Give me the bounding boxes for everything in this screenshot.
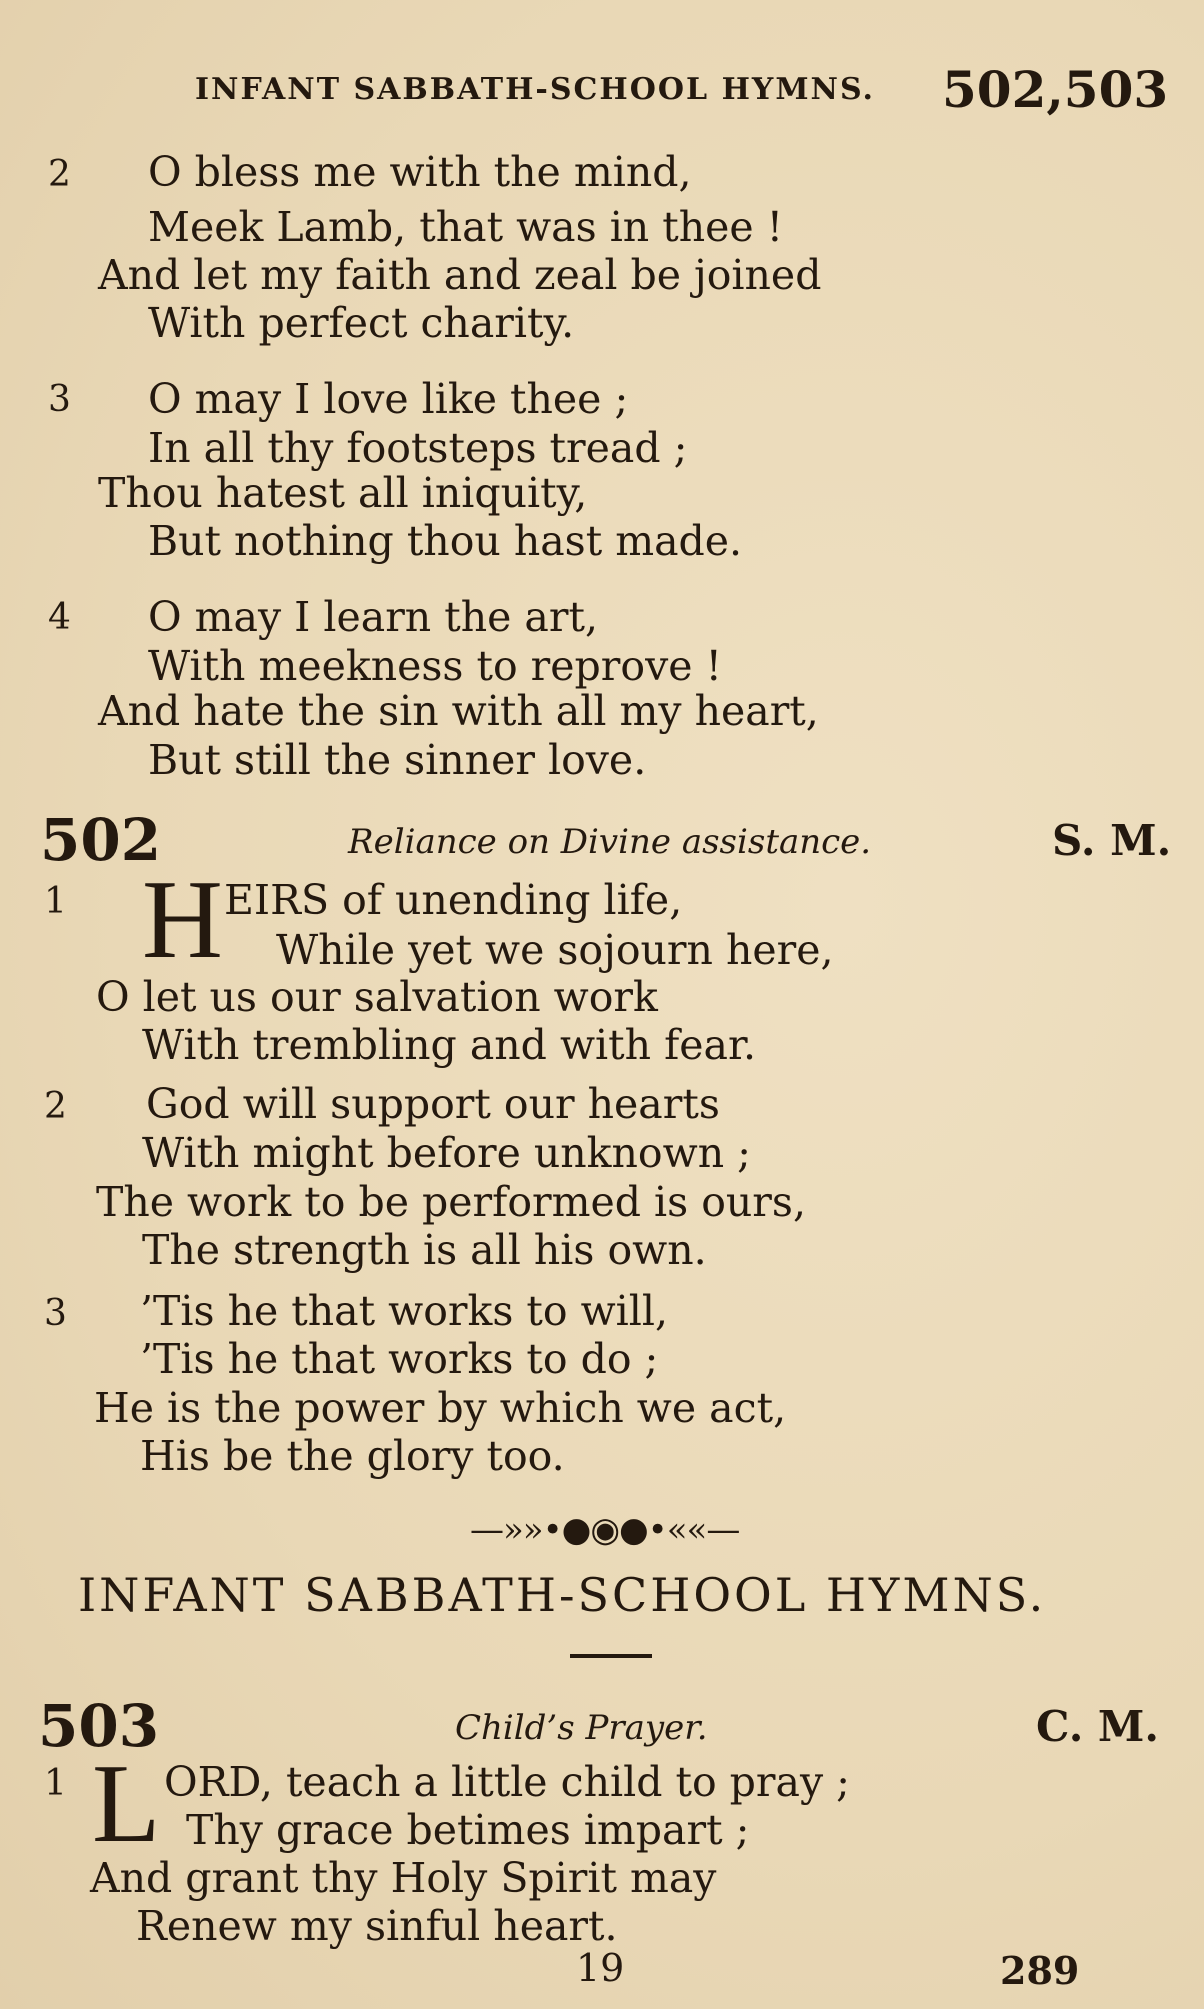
- verse-line: The strength is all his own.: [142, 1226, 707, 1274]
- verse-line: EIRS of unending life,: [224, 876, 683, 924]
- hymn-number: 502: [40, 806, 162, 874]
- running-hymn-numbers: 502,503: [942, 60, 1169, 119]
- verse-line: ’Tis he that works to will,: [140, 1287, 669, 1335]
- drop-cap: H: [142, 858, 223, 982]
- verse-line: Renew my sinful heart.: [136, 1902, 618, 1950]
- verse-line: He is the power by which we act,: [94, 1384, 787, 1432]
- verse-number: 4: [48, 597, 71, 638]
- verse-number: 3: [44, 1293, 67, 1334]
- section-rule: [570, 1654, 652, 1658]
- verse-number: 2: [44, 1086, 67, 1127]
- verse-number: 1: [44, 1763, 67, 1804]
- verse-line: With meekness to reprove !: [148, 642, 722, 690]
- section-heading: INFANT SABBATH-SCHOOL HYMNS.: [78, 1568, 1047, 1622]
- verse-line: With perfect charity.: [148, 299, 575, 347]
- verse-line: While yet we sojourn here,: [276, 926, 834, 974]
- hymn-meter: C. M.: [1036, 1702, 1160, 1751]
- verse-line: Meek Lamb, that was in thee !: [148, 203, 784, 251]
- verse-line: O may I love like thee ;: [148, 375, 629, 423]
- verse-line: Thou hatest all iniquity,: [98, 469, 588, 517]
- verse-line: But nothing thou hast made.: [148, 517, 743, 565]
- verse-line: Thy grace betimes impart ;: [186, 1806, 750, 1854]
- verse-number: 2: [48, 154, 71, 195]
- verse-line: And let my faith and zeal be joined: [98, 251, 822, 299]
- page-number: 289: [1000, 1948, 1080, 1993]
- hymn-number: 503: [38, 1692, 160, 1760]
- verse-line: With trembling and with fear.: [142, 1021, 757, 1069]
- hymn-title: Reliance on Divine assistance.: [348, 822, 872, 862]
- verse-number: 3: [48, 379, 71, 420]
- verse-line: And grant thy Holy Spirit may: [90, 1854, 717, 1902]
- signature-mark: 19: [576, 1946, 625, 1990]
- hymn-title: Child’s Prayer.: [455, 1708, 708, 1748]
- hymn-meter: S. M.: [1052, 816, 1172, 865]
- verse-line: In all thy footsteps tread ;: [148, 424, 688, 472]
- verse-line: O may I learn the art,: [148, 593, 598, 641]
- verse-number: 1: [44, 881, 67, 922]
- verse-line: The work to be performed is ours,: [96, 1178, 806, 1226]
- verse-line: ORD, teach a little child to pray ;: [164, 1758, 850, 1806]
- ornament-divider: —»»•●◉●•««—: [470, 1510, 740, 1550]
- verse-line: ’Tis he that works to do ;: [140, 1335, 659, 1383]
- running-title: INFANT SABBATH-SCHOOL HYMNS.: [195, 72, 875, 107]
- verse-line: His be the glory too.: [140, 1432, 565, 1480]
- verse-line: God will support our hearts: [146, 1080, 720, 1128]
- verse-line: O bless me with the mind,: [148, 148, 692, 196]
- verse-line: O let us our salvation work: [96, 973, 658, 1021]
- verse-line: But still the sinner love.: [148, 736, 647, 784]
- drop-cap: L: [92, 1742, 161, 1866]
- verse-line: With might before unknown ;: [142, 1129, 751, 1177]
- verse-line: And hate the sin with all my heart,: [98, 687, 819, 735]
